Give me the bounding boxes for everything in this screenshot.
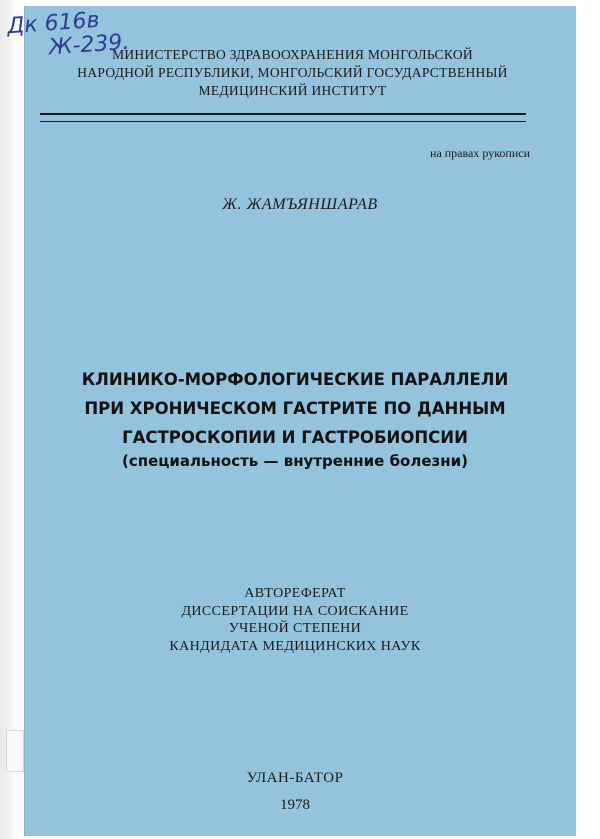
abstract-line-2: ДИССЕРТАЦИИ НА СОИСКАНИЕ <box>181 603 409 619</box>
author-name: Ж. ЖАМЪЯНШАРАВ <box>222 196 378 213</box>
abstract-line-3: УЧЕНОЙ СТЕПЕНИ <box>228 621 362 636</box>
rights-notice: на правах рукописи <box>430 146 530 160</box>
header-rule-thick <box>40 113 526 115</box>
abstract-line-4: КАНДИДАТА МЕДИЦИНСКИХ НАУК <box>169 638 421 654</box>
spine-shadow <box>0 0 20 839</box>
institution-line-1: МИНИСТЕРСТВО ЗДРАВООХРАНЕНИЯ МОНГОЛЬСКОЙ <box>112 47 473 62</box>
institution-line-3: МЕДИЦИНСКИЙ ИНСТИТУТ <box>198 83 387 98</box>
abstract-description <box>120 585 470 655</box>
page-edge <box>6 730 24 772</box>
thesis-title <box>60 365 530 452</box>
institution-line-2: НАРОДНОЙ РЕСПУБЛИКИ, МОНГОЛЬСКИЙ ГОСУДАРСТВЕННЫЙ <box>77 65 508 80</box>
shelfmark-line-2: Ж-239. <box>47 29 131 61</box>
title-line-3: ГАСТРОСКОПИИ И ГАСТРОБИОПСИИ <box>122 428 468 447</box>
shelfmark-line-1: Дк 616в <box>6 7 101 40</box>
publication-year: 1978 <box>280 797 310 813</box>
specialty-note: (специальность — внутренние болезни) <box>122 452 468 470</box>
publication-city: УЛАН-БАТОР <box>246 770 344 786</box>
title-line-1: КЛИНИКО-МОРФОЛОГИЧЕСКИЕ ПАРАЛЛЕЛИ <box>81 370 509 389</box>
abstract-line-1: АВТОРЕФЕРАТ <box>244 586 346 601</box>
header-rule-thin <box>40 121 526 122</box>
cover-right-margin <box>576 0 600 839</box>
title-line-2: ПРИ ХРОНИЧЕСКОМ ГАСТРИТЕ ПО ДАННЫМ <box>84 399 506 418</box>
institution-header <box>40 46 545 100</box>
